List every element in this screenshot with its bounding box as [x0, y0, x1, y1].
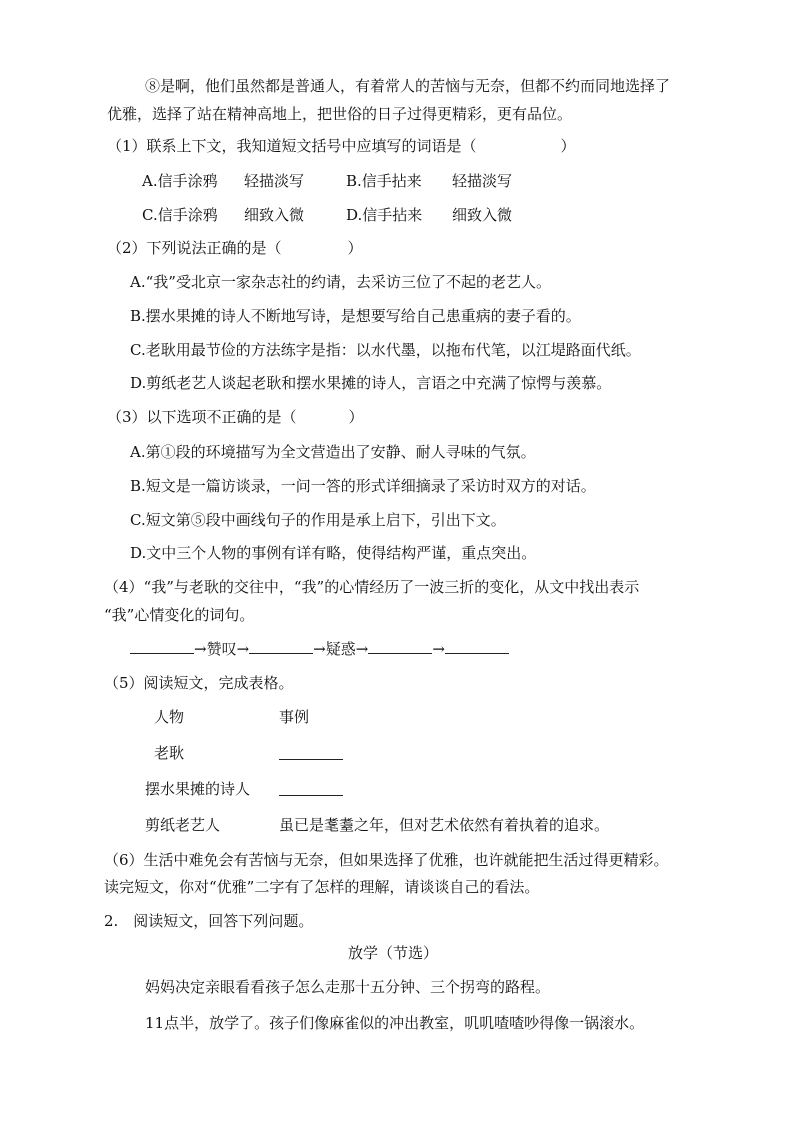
- table-row-2-person: 摆水果摊的诗人: [145, 780, 251, 798]
- table-row-3-example: 虽已是耄耋之年，但对艺术依然有着执着的追求。: [279, 816, 610, 834]
- question-1-option-a: A.信手涂鸦: [142, 172, 218, 190]
- arrow-icon: →: [432, 640, 445, 658]
- question-3-option-b: B.短文是一篇访谈录，一问一答的形式详细摘录了采访时双方的对话。: [130, 477, 596, 495]
- question-1-option-d-second: 细致入微: [452, 206, 513, 224]
- question-1-text: （1）联系上下文，我知道短文括号中应填写的词语是（: [107, 137, 477, 155]
- question-5-stem: （5）阅读短文，完成表格。: [104, 674, 294, 692]
- question-1-option-b-second: 轻描淡写: [452, 172, 513, 190]
- arrow-icon: →: [236, 640, 250, 658]
- question-2-close: ）: [347, 239, 363, 257]
- question-3-option-d: D.文中三个人物的事例有详有略，使得结构严谨，重点突出。: [130, 544, 537, 562]
- question-6-line-1: （6）生活中难免会有苦恼与无奈，但如果选择了优雅，也许就能把生活过得更精彩。: [104, 851, 669, 869]
- table-row-1-blank[interactable]: [279, 743, 343, 765]
- question-4-line-1: （4）“我”与老耿的交往中，“我”的心情经历了一波三折的变化，从文中找出表示: [104, 578, 640, 596]
- question-3-text: （3）以下选项不正确的是（: [107, 408, 297, 426]
- passage-paragraph-2: 11点半，放学了。孩子们像麻雀似的冲出教室，叽叽喳喳吵得像一锅滚水。: [145, 1014, 645, 1032]
- question-1-option-b: B.信手拈来: [346, 172, 422, 190]
- arrow-icon: →: [313, 640, 326, 658]
- paragraph-8-line-2: 优雅，选择了站在精神高地上，把世俗的日子过得更精彩，更有品位。: [107, 105, 573, 123]
- answer-blank-2[interactable]: [249, 637, 313, 654]
- question-1-option-a-second: 轻描淡写: [244, 172, 305, 190]
- question-1-stem: [107, 136, 576, 156]
- question-1-close: ）: [560, 137, 576, 155]
- question-2-option-a: A.“我”受北京一家杂志社的约请，去采访三位了不起的老艺人。: [130, 273, 551, 291]
- question-2-option-d: D.剪纸老艺人谈起老耿和摆水果摊的诗人，言语之中充满了惊愕与羡慕。: [130, 374, 612, 392]
- question-6-line-2: 读完短文，你对“优雅”二字有了怎样的理解，请谈谈自己的看法。: [104, 878, 540, 896]
- arrow-icon: →: [194, 640, 207, 658]
- passage-paragraph-1: 妈妈决定亲眼看看孩子怎么走那十五分钟、三个拐弯的路程。: [145, 978, 551, 996]
- table-row-2-blank[interactable]: [279, 779, 343, 801]
- question-3-close: ）: [348, 408, 364, 426]
- table-row-1-person: 老耿: [154, 744, 185, 762]
- question-2-option-b: B.摆水果摊的诗人不断地写诗，是想要写给自己患重病的妻子看的。: [130, 307, 581, 325]
- chain-word-2: 疑惑: [325, 640, 356, 658]
- chain-word-1: 赞叹: [206, 640, 237, 658]
- question-2-stem: [107, 238, 363, 258]
- arrow-icon: →: [355, 640, 369, 658]
- question-1-option-c: C.信手涂鸦: [142, 206, 218, 224]
- question-3-stem: [107, 407, 364, 427]
- answer-blank-3[interactable]: [368, 637, 432, 654]
- question-1-option-d: D.信手拈来: [346, 206, 423, 224]
- passage-title: 放学（节选）: [348, 944, 439, 962]
- answer-blank-4[interactable]: [445, 637, 509, 654]
- question-2-option-c: C.老耿用最节俭的方法练字是指：以水代墨，以拖布代笔，以江堤路面代纸。: [130, 341, 641, 359]
- table-header-example: 事例: [279, 708, 310, 726]
- question-4-line-2: “我”心情变化的词句。: [104, 606, 255, 624]
- question-3-option-a: A.第①段的环境描写为全文营造出了安静、耐人寻味的气氛。: [130, 443, 536, 461]
- table-row-3-person: 剪纸老艺人: [145, 816, 221, 834]
- paragraph-8-line-1: ⑧是啊，他们虽然都是普通人，有着常人的苦恼与无奈，但都不约而同地选择了: [145, 77, 671, 95]
- question-2-text: （2）下列说法正确的是（: [107, 239, 282, 257]
- question-4-chain: [130, 637, 509, 659]
- answer-blank-1[interactable]: [130, 637, 194, 654]
- section-2-heading: 2. 阅读短文，回答下列问题。: [104, 912, 314, 930]
- question-3-option-c: C.短文第⑤段中画线句子的作用是承上启下，引出下文。: [130, 511, 506, 529]
- question-1-option-c-second: 细致入微: [244, 206, 305, 224]
- table-header-person: 人物: [154, 708, 185, 726]
